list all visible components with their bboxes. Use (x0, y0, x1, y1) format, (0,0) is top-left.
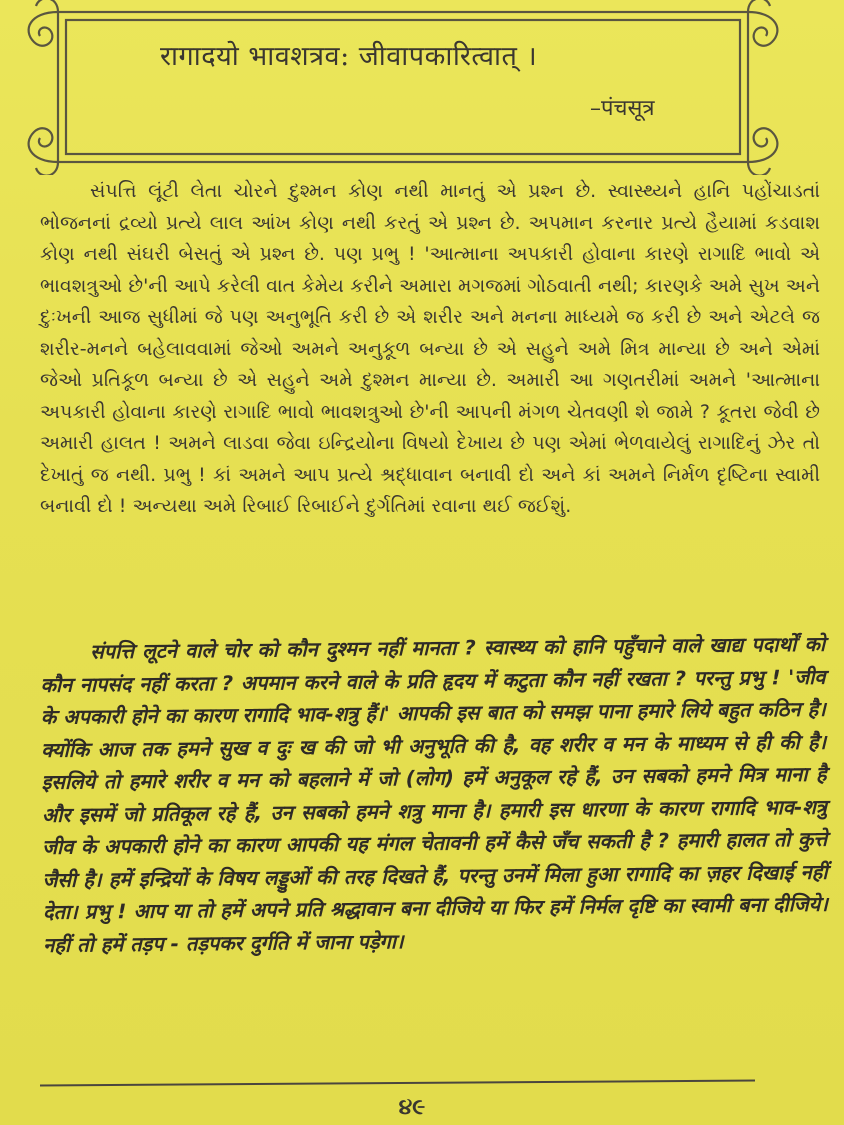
quote-source: –पंचसूत्र (590, 96, 655, 121)
page-number: ૪૯ (398, 1095, 426, 1120)
sanskrit-quote: रागादयो भावशत्रव: जीवापकारित्वात् । (160, 41, 538, 72)
hindi-text-block (40, 628, 828, 961)
ornamental-frame (0, 0, 844, 175)
footer-rule (40, 1080, 755, 1087)
gujarati-paragraph: સંપત્તિ લૂંટી લેતા ચોરને દુશ્મન કોણ નથી માનતું એ પ્રશ્ન છે. સ્વાસ્થ્યને હાનિ પહોંચાડતાં ભોજનનાં દ્રવ્યો પ્રત્યે લાલ આંખ કોણ નથી કરતું એ પ્રશ્ન છે. અપમાન કરનાર પ્રત્યે હૈયામાં કડવાશ કોણ નથી સંઘરી બેસતું એ પ્રશ્ન છે. પણ પ્રભુ ! 'આત્માના અપકારી હોવાના કારણે રાગાદિ ભાવો એ ભાવશત્રુઓ છે'ની આપે કરેલી વાત કેમેય કરીને અમારા મગજમાં ગોઠવાતી નથી; કારણકે અમે સુખ અને દુઃખની આજ સુધીમાં જે પણ અનુભૂતિ કરી છે એ શરીર અને મનના માધ્યમે જ કરી છે અને એટલે જ શરીર-મનને બહેલાવવામાં જેઓ અમને અનુકૂળ બન્યા છે એ સહુને અમે મિત્ર માન્યા છે અને એમાં જેઓ પ્રતિકૂળ બન્યા છે એ સહુને અમે દુશ્મન માન્યા છે. અમારી આ ગણતરીમાં અમને 'આત્માના અપકારી હોવાના કારણે રાગાદિ ભાવો ભાવશત્રુઓ છે'ની આપની મંગળ ચેતવણી શે જામે ? કૂતરા જેવી છે અમારી હાલત ! અમને લાડવા જેવા ઇન્દ્રિયોના વિષયો દેખાય છે પણ એમાં ભેળવાયેલું રાગાદિનું ઝેર તો દેખાતું જ નથી. પ્રભુ ! કાં અમને આપ પ્રત્યે શ્રદ્ધાવાન બનાવી દો અને કાં અમને નિર્મળ દૃષ્ટિના સ્વામી બનાવી દો ! અન્યથા અમે રિબાઈ રિબાઈને દુર્ગતિમાં રવાના થઈ જઈશું. (40, 180, 820, 517)
hindi-paragraph: संपत्ति लूटने वाले चोर को कौन दुश्मन नहीं मानता ? स्वास्थ्य को हानि पहुँचाने वाले खाद्य पदार्थों को कौन नापसंद नहीं करता ? अपमान करने वाले के प्रति हृदय में कटुता कौन नहीं रखता ? परन्तु प्रभु ! 'जीव के अपकारी होने का कारण रागादि भाव-शत्रु हैं।' आपकी इस बात को समझ पाना हमारे लिये बहुत कठिन है। क्योंकि आज तक हमने सुख व दुः ख की जो भी अनुभूति की है, वह शरीर व मन के माध्यम से ही की है। इसलिये तो हमारे शरीर व मन को बहलाने में जो (लोग) हमें अनुकूल रहे हैं, उन सबको हमने मित्र माना है और इसमें जो प्रतिकूल रहे हैं, उन सबको हमने शत्रु माना है। हमारी इस धारणा के कारण रागादि भाव-शत्रु जीव के अपकारी होने का कारण आपकी यह मंगल चेतावनी हमें कैसे जँच सकती है ? हमारी हालत तो कुत्ते जैसी है। हमें इन्द्रियों के विषय लड्डुओं की तरह दिखते हैं, परन्तु उनमें मिला हुआ रागादि का ज़हर दिखाई नहीं देता। प्रभु ! आप या तो हमें अपने प्रति श्रद्धावान बना दीजिये या फिर हमें निर्मल दृष्टि का स्वामी बना दीजिये। नहीं तो हमें तड़प - तड़पकर दुर्गति में जाना पड़ेगा। (40, 631, 828, 957)
gujarati-text-block (40, 176, 820, 523)
